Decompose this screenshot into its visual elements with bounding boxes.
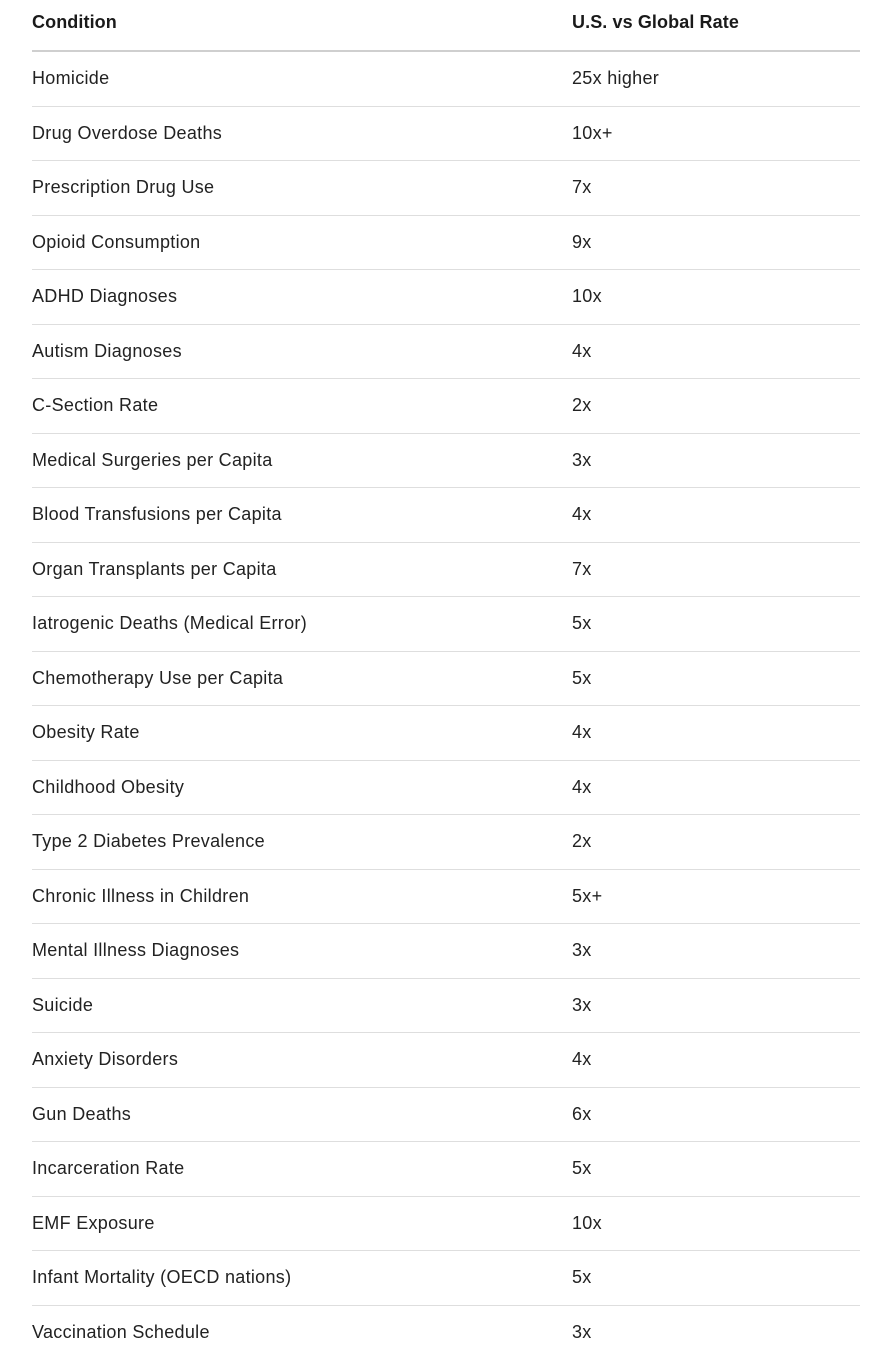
table-row bbox=[32, 542, 860, 597]
header-row bbox=[32, 0, 860, 51]
rate-cell: 5x bbox=[572, 651, 860, 706]
condition-cell: Mental Illness Diagnoses bbox=[32, 924, 572, 979]
condition-cell: Gun Deaths bbox=[32, 1087, 572, 1142]
condition-cell: Anxiety Disorders bbox=[32, 1033, 572, 1088]
condition-cell: Chemotherapy Use per Capita bbox=[32, 651, 572, 706]
rate-cell: 4x bbox=[572, 760, 860, 815]
condition-cell: Medical Surgeries per Capita bbox=[32, 433, 572, 488]
rate-cell: 7x bbox=[572, 542, 860, 597]
condition-cell: Homicide bbox=[32, 51, 572, 106]
table-row bbox=[32, 106, 860, 161]
condition-cell: Prescription Drug Use bbox=[32, 161, 572, 216]
table-row bbox=[32, 1251, 860, 1306]
rate-cell: 2x bbox=[572, 815, 860, 870]
table-row bbox=[32, 1142, 860, 1197]
rate-cell: 7x bbox=[572, 161, 860, 216]
rate-cell: 4x bbox=[572, 1033, 860, 1088]
table-row bbox=[32, 488, 860, 543]
table-row bbox=[32, 815, 860, 870]
condition-cell: C-Section Rate bbox=[32, 379, 572, 434]
rate-cell: 4x bbox=[572, 324, 860, 379]
comparison-table bbox=[32, 0, 860, 1359]
table-row bbox=[32, 651, 860, 706]
rate-cell: 2x bbox=[572, 379, 860, 434]
table-row bbox=[32, 161, 860, 216]
condition-cell: Incarceration Rate bbox=[32, 1142, 572, 1197]
table-row bbox=[32, 869, 860, 924]
condition-cell: Blood Transfusions per Capita bbox=[32, 488, 572, 543]
column-header-rate-label: U.S. vs Global Rate bbox=[572, 11, 739, 32]
rate-cell: 9x bbox=[572, 215, 860, 270]
rate-cell: 5x+ bbox=[572, 869, 860, 924]
rate-cell: 3x bbox=[572, 924, 860, 979]
table-body bbox=[32, 51, 860, 1359]
rate-cell: 10x bbox=[572, 1196, 860, 1251]
condition-cell: Opioid Consumption bbox=[32, 215, 572, 270]
rate-cell: 10x bbox=[572, 270, 860, 325]
table-row bbox=[32, 1305, 860, 1359]
table-row bbox=[32, 270, 860, 325]
condition-cell: Type 2 Diabetes Prevalence bbox=[32, 815, 572, 870]
table-row bbox=[32, 379, 860, 434]
rate-cell: 5x bbox=[572, 1142, 860, 1197]
rate-cell: 4x bbox=[572, 488, 860, 543]
rate-cell: 10x+ bbox=[572, 106, 860, 161]
rate-cell: 3x bbox=[572, 433, 860, 488]
table-row bbox=[32, 1033, 860, 1088]
rate-cell: 4x bbox=[572, 706, 860, 761]
condition-cell: Vaccination Schedule bbox=[32, 1321, 210, 1342]
table-row bbox=[32, 597, 860, 652]
table-row bbox=[32, 51, 860, 106]
column-header-condition-label: Condition bbox=[32, 11, 117, 32]
table-row bbox=[32, 215, 860, 270]
column-header-condition bbox=[32, 0, 572, 51]
table-header bbox=[32, 0, 860, 51]
table-row bbox=[32, 324, 860, 379]
condition-cell: Organ Transplants per Capita bbox=[32, 542, 572, 597]
rate-cell: 6x bbox=[572, 1087, 860, 1142]
rate-cell: 3x bbox=[572, 978, 860, 1033]
condition-cell: Suicide bbox=[32, 978, 572, 1033]
table-row bbox=[32, 978, 860, 1033]
condition-cell: ADHD Diagnoses bbox=[32, 270, 572, 325]
condition-cell: Obesity Rate bbox=[32, 706, 572, 761]
table-row bbox=[32, 760, 860, 815]
table-row bbox=[32, 706, 860, 761]
table-row bbox=[32, 924, 860, 979]
condition-cell: Iatrogenic Deaths (Medical Error) bbox=[32, 597, 572, 652]
comparison-table-container bbox=[32, 0, 860, 1359]
column-header-rate bbox=[572, 0, 860, 51]
rate-cell: 5x bbox=[572, 597, 860, 652]
condition-cell: Drug Overdose Deaths bbox=[32, 106, 572, 161]
table-row bbox=[32, 1087, 860, 1142]
table-row bbox=[32, 433, 860, 488]
condition-cell: Childhood Obesity bbox=[32, 760, 572, 815]
condition-cell: Chronic Illness in Children bbox=[32, 869, 572, 924]
rate-cell: 25x higher bbox=[572, 51, 860, 106]
condition-cell: Infant Mortality (OECD nations) bbox=[32, 1251, 572, 1306]
condition-cell: EMF Exposure bbox=[32, 1196, 572, 1251]
condition-cell: Autism Diagnoses bbox=[32, 324, 572, 379]
rate-cell: 5x bbox=[572, 1251, 860, 1306]
table-row bbox=[32, 1196, 860, 1251]
rate-cell: 3x bbox=[572, 1321, 592, 1342]
